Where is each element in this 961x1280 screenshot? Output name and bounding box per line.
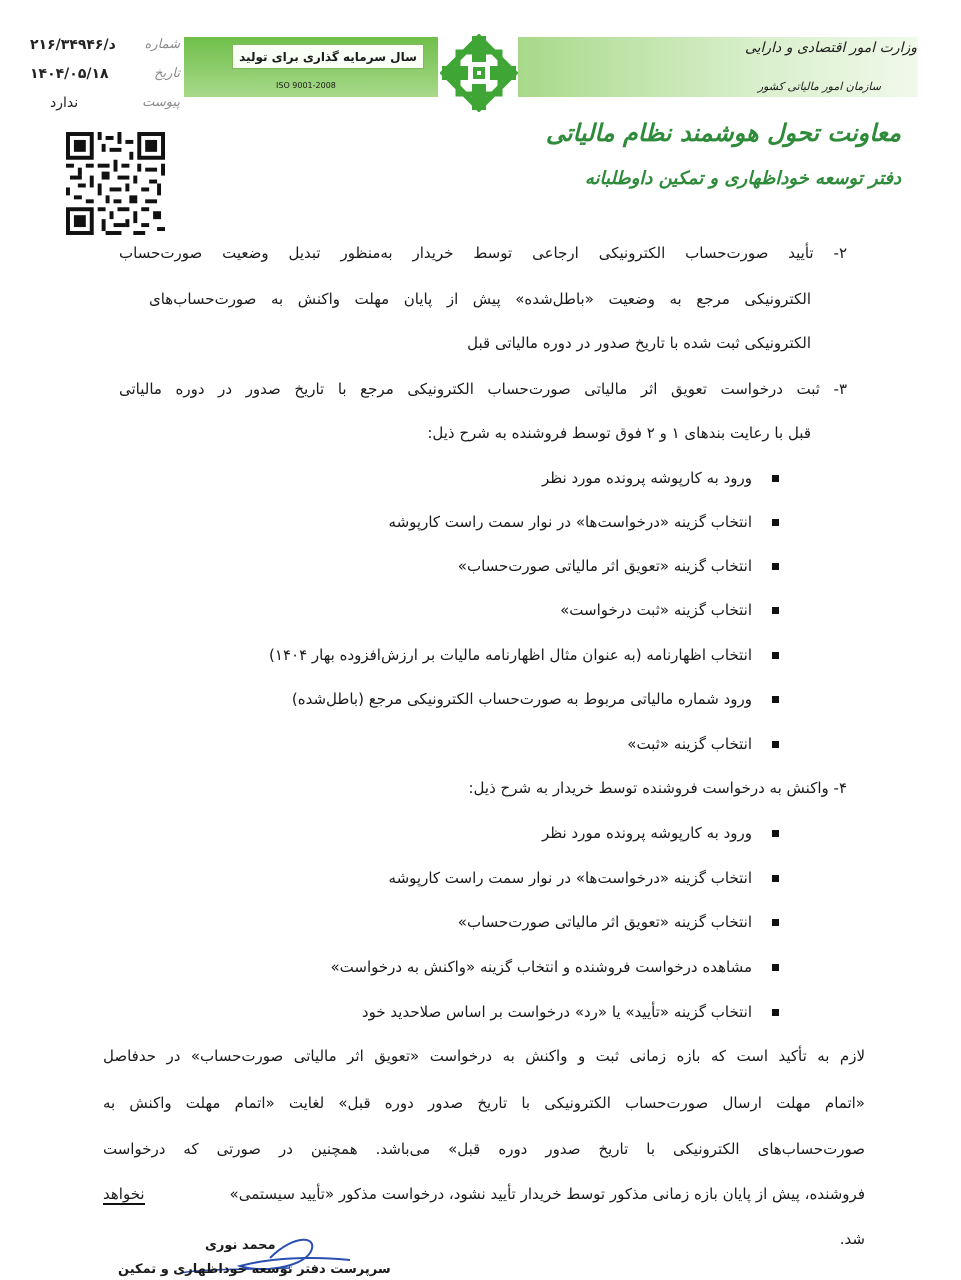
list-item: انتخاب گزینه «ثبت» xyxy=(627,735,779,753)
bullet-icon xyxy=(772,475,779,482)
attachment-value: ندارد xyxy=(50,94,79,111)
bullet-icon xyxy=(772,696,779,703)
tax-organization-logo-icon xyxy=(440,34,518,112)
closing-line4-emphasis: نخواهد xyxy=(103,1185,145,1203)
bullet-icon xyxy=(772,875,779,882)
bullet-icon xyxy=(772,1009,779,1016)
qr-code-icon xyxy=(66,132,165,235)
item2-line3: الکترونیکی ثبت شده با تاریخ صدور در دوره مالیاتی قبل xyxy=(467,334,811,352)
item2-line2: الکترونیکی مرجع به وضعیت «باطل‌شده» پیش از پایان مهلت واکنش به صورت‌حساب‌های xyxy=(149,290,811,308)
list-item: ورود به کارپوشه پرونده مورد نظر xyxy=(542,824,779,842)
bullet-icon xyxy=(772,519,779,526)
meta-number-row xyxy=(30,30,180,59)
date-label: تاریخ xyxy=(154,66,180,81)
ministry-name: وزارت امور اقتصادی و دارایی xyxy=(744,40,917,56)
closing-line4 xyxy=(103,1185,865,1205)
closing-line4-main: فروشنده، پیش از پایان بازه زمانی مذکور توسط خریدار تأیید نشود، درخواست مذکور «تأیید سیستمی» xyxy=(229,1185,865,1203)
bullet-icon xyxy=(772,741,779,748)
meta-attachment-row xyxy=(30,88,180,117)
list-item: انتخاب گزینه «تعویق اثر مالیاتی صورت‌حساب» xyxy=(458,913,779,931)
bullet-icon xyxy=(772,607,779,614)
bullet-icon xyxy=(772,830,779,837)
item2-line1: ۲- تأیید صورت‌حساب الکترونیکی ارجاعی توسط خریدار به‌منظور تبدیل وضعیت صورت‌حساب xyxy=(119,244,847,262)
list-item: انتخاب گزینه «ثبت درخواست» xyxy=(560,601,779,619)
bullet-icon xyxy=(772,652,779,659)
letter-number: د/۲۱۶/۳۴۹۴۶ xyxy=(30,36,116,53)
deputy-title: معاونت تحول هوشمند نظام مالیاتی xyxy=(545,118,901,147)
list-item: انتخاب گزینه «درخواست‌ها» در نوار سمت راست کارپوشه xyxy=(389,513,779,531)
list-item: مشاهده درخواست فروشنده و انتخاب گزینه «واکنش به درخواست» xyxy=(330,958,779,976)
list-item: انتخاب اظهارنامه (به عنوان مثال اظهارنامه مالیات بر ارزش‌افزوده بهار ۱۴۰۴) xyxy=(269,646,779,664)
iso-certificate: ISO 9001-2008 xyxy=(276,81,336,90)
signatory-title: سرپرست دفتر توسعه خوداظهاری و تمکین xyxy=(118,1262,391,1277)
list-item: انتخاب گزینه «درخواست‌ها» در نوار سمت راست کارپوشه xyxy=(389,869,779,887)
closing-line1: لازم به تأکید است که بازه زمانی ثبت و واکنش به درخواست «تعویق اثر مالیاتی صورت‌حساب» در حدفاصل xyxy=(103,1047,865,1065)
letter-date: ۱۴۰۴/۰۵/۱۸ xyxy=(30,65,109,82)
office-title: دفتر توسعه خوداظهاری و تمکین داوطلبانه xyxy=(584,168,901,189)
signatory-name: محمد نوری xyxy=(205,1238,276,1253)
bullet-icon xyxy=(772,919,779,926)
item4-line1: ۴- واکنش به درخواست فروشنده توسط خریدار به شرح ذیل: xyxy=(468,779,847,797)
attachment-label: پیوست xyxy=(142,95,180,110)
number-label: شماره xyxy=(144,37,180,52)
closing-line2: «اتمام مهلت ارسال صورت‌حساب الکترونیکی با تاریخ صدور دوره قبل» لغایت «اتمام مهلت واکنش به xyxy=(103,1094,865,1112)
closing-line3: صورت‌حساب‌های الکترونیکی با تاریخ صدور دوره قبل» می‌باشد. همچنین در صورتی که درخواست xyxy=(103,1140,865,1158)
bullet-icon xyxy=(772,964,779,971)
item3-line1: ۳- ثبت درخواست تعویق اثر مالیاتی صورت‌حساب الکترونیکی مرجع با تاریخ صدور در دوره مالیاتی xyxy=(119,380,847,398)
bullet-icon xyxy=(772,563,779,570)
year-slogan: سال سرمایه گذاری برای تولید xyxy=(232,44,424,69)
item3-line2: قبل با رعایت بندهای ۱ و ۲ فوق توسط فروشنده به شرح ذیل: xyxy=(427,424,811,442)
list-item: انتخاب گزینه «تأیید» یا «رد» درخواست بر اساس صلاحدید خود xyxy=(362,1003,779,1021)
slogan-banner xyxy=(184,37,438,97)
list-item: انتخاب گزینه «تعویق اثر مالیاتی صورت‌حساب» xyxy=(458,557,779,575)
letter-meta xyxy=(30,30,180,117)
list-item: ورود شماره مالیاتی مربوط به صورت‌حساب الکترونیکی مرجع (باطل‌شده) xyxy=(292,690,779,708)
list-item: ورود به کارپوشه پرونده مورد نظر xyxy=(542,469,779,487)
closing-line5: شد. xyxy=(839,1230,865,1248)
meta-date-row xyxy=(30,59,180,88)
organization-name: سازمان امور مالیاتی کشور xyxy=(757,80,881,93)
